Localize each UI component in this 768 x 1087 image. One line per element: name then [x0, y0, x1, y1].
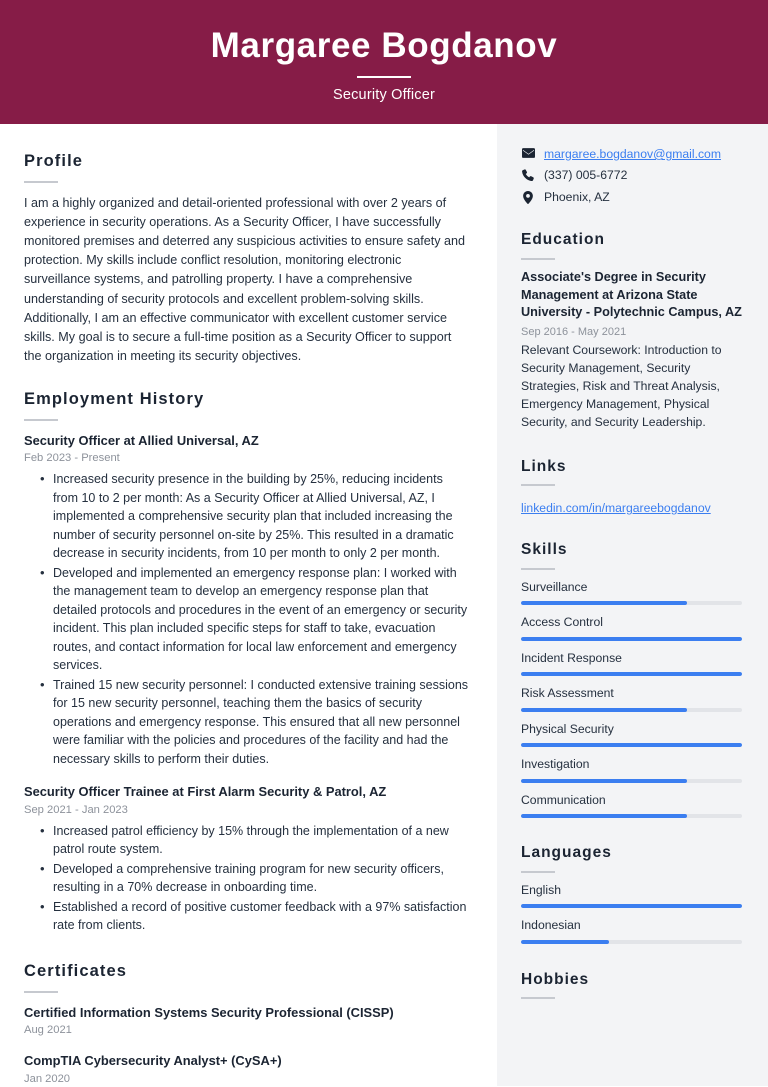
skill-item	[521, 756, 742, 782]
skill-bar-fill	[521, 708, 687, 712]
skill-label: Physical Security	[521, 721, 614, 736]
section-languages	[521, 844, 742, 944]
language-label: Indonesian	[521, 918, 581, 933]
certificate-date: Aug 2021	[24, 1024, 72, 1037]
profile-text: I am a highly organized and detail-oriented professional with over 2 years of experience in security operations. As a Security Officer, I have successfully monitored premises and deterred any suspicious activities to ensure safety and protection. My skills include conflict resolution, monitoring electronic surveillance systems, and patrolling property. I have a comprehensive understanding of security protocols and excellent problem-solving skills. Additionally, I am an effective communicator with excellent customer service skills. My goal is to secure a full-time position as a Security Officer to support the organization in meeting its security objectives.	[24, 195, 466, 363]
section-title-employment: Employment History	[24, 390, 205, 409]
employment-entry	[24, 783, 471, 935]
skill-bar-track	[521, 814, 742, 818]
skill-label: Access Control	[521, 615, 603, 630]
contact-row-phone	[521, 167, 742, 183]
skill-item	[521, 614, 742, 640]
language-bar-track	[521, 940, 742, 944]
resume-header	[0, 0, 768, 124]
certificate-entry	[24, 1004, 471, 1039]
certificate-date: Jan 2020	[24, 1072, 71, 1085]
contact-phone-value: (337) 005-6772	[544, 168, 628, 183]
skill-bar-track	[521, 637, 742, 641]
skill-label: Incident Response	[521, 650, 622, 665]
skill-bar-fill	[521, 672, 742, 676]
contact-email-value[interactable]: margaree.bogdanov@gmail.com	[544, 147, 721, 161]
job-date: Sep 2021 - Jan 2023	[24, 803, 128, 816]
skill-bar-track	[521, 672, 742, 676]
skill-bar-track	[521, 743, 742, 747]
skill-item	[521, 650, 742, 676]
section-rule	[24, 181, 58, 183]
section-title-links: Links	[521, 457, 567, 475]
language-bar-track	[521, 904, 742, 908]
bullet-item: • Increased patrol efficiency by 15% through the implementation of a new patrol route system.	[53, 822, 471, 859]
skill-item	[521, 721, 742, 747]
section-rule	[521, 258, 555, 260]
language-bar-fill	[521, 904, 742, 908]
skill-bar-fill	[521, 779, 687, 783]
education-description: Relevant Coursework: Introduction to Security Management, Security Strategies, Risk and Threat Analysis, Emergency Management, Physical Security, and Security Leadership.	[521, 342, 722, 429]
section-title-hobbies: Hobbies	[521, 970, 590, 988]
section-links	[521, 458, 742, 518]
phone-icon	[521, 167, 535, 181]
skill-bar-track	[521, 779, 742, 783]
resume-body	[0, 124, 768, 1086]
location-pin-icon	[521, 189, 535, 204]
skill-item	[521, 792, 742, 818]
page-title: Margaree Bogdanov	[210, 26, 558, 66]
education-title: Associate's Degree in Security Management at Arizona State University - Polytechnic Campus, AZ	[521, 270, 742, 320]
job-bullets	[24, 822, 471, 935]
contact-location-value: Phoenix, AZ	[544, 189, 610, 204]
bullet-item: • Established a record of positive customer feedback with a 97% satisfaction rate from clients.	[53, 898, 471, 935]
certificate-title: CompTIA Cybersecurity Analyst+ (CySA+)	[24, 1053, 282, 1069]
section-rule	[521, 484, 555, 486]
skill-bar-track	[521, 601, 742, 605]
sidebar-column	[497, 124, 768, 1086]
language-item	[521, 917, 742, 943]
section-certificates	[24, 962, 471, 1087]
skill-label: Communication	[521, 792, 606, 807]
language-item	[521, 882, 742, 908]
skill-bar-track	[521, 708, 742, 712]
skill-bar-fill	[521, 637, 742, 641]
header-subtitle: Security Officer	[332, 86, 436, 103]
job-title: Security Officer Trainee at First Alarm Security & Patrol, AZ	[24, 784, 387, 800]
language-bar-fill	[521, 940, 609, 944]
certificate-entry	[24, 1052, 471, 1087]
contact-row-email[interactable]	[521, 146, 742, 162]
section-title-skills: Skills	[521, 541, 568, 559]
section-title-education: Education	[521, 231, 605, 249]
main-column	[0, 124, 497, 1086]
contact-block	[521, 146, 742, 205]
education-date: Sep 2016 - May 2021	[521, 325, 627, 338]
language-label: English	[521, 882, 561, 897]
section-rule	[521, 871, 555, 873]
section-rule	[24, 991, 58, 993]
skill-label: Risk Assessment	[521, 686, 614, 701]
employment-entry	[24, 432, 471, 769]
skill-label: Investigation	[521, 757, 590, 772]
section-title-profile: Profile	[24, 152, 84, 170]
job-bullets	[24, 470, 471, 768]
skill-bar-fill	[521, 814, 687, 818]
envelope-icon	[521, 146, 535, 158]
bullet-item: • Increased security presence in the building by 25%, reducing incidents from 10 to 2 per month: As a Security Officer at Allied Universal, AZ, I implemented a comprehensive security plan that included increasing the number of security personnel on-site by 25%. This resulted in a dramatic decrease in security incidents, from 10 per month to only 2 per month.	[53, 470, 471, 563]
section-skills	[521, 541, 742, 818]
job-title: Security Officer at Allied Universal, AZ	[24, 432, 259, 448]
bullet-item: • Developed and implemented an emergency response plan: I worked with the management team to develop an emergency response plan that detailed protocols and procedures in the event of an emergency or security incident. This plan included specific steps for staff to take, evacuation routes, and contact information for local law enforcement and emergency services.	[53, 564, 471, 675]
certificate-title: Certified Information Systems Security Professional (CISSP)	[24, 1004, 394, 1020]
bullet-item: • Trained 15 new security personnel: I conducted extensive training sessions for 15 new security personnel, teaching them the basics of security operations and emergency response. This ensured that all new personnel were familiar with the policies and procedures of the facility and had the necessary skills to perform their duties.	[53, 676, 471, 769]
education-entry	[521, 269, 742, 432]
bullet-item: • Developed a comprehensive training program for new security officers, resulting in a 70% decrease in onboarding time.	[53, 860, 471, 897]
section-title-languages: Languages	[521, 844, 612, 862]
section-rule	[24, 419, 58, 421]
contact-row-location	[521, 189, 742, 205]
section-employment-history	[24, 390, 471, 935]
skill-item	[521, 685, 742, 711]
skill-item	[521, 579, 742, 605]
skill-label: Surveillance	[521, 579, 588, 594]
job-date: Feb 2023 - Present	[24, 452, 120, 465]
section-education	[521, 231, 742, 431]
section-title-certificates: Certificates	[24, 961, 128, 980]
section-rule	[521, 997, 555, 999]
header-divider	[357, 76, 411, 78]
section-profile	[24, 152, 471, 366]
skill-bar-fill	[521, 601, 687, 605]
link-linkedin[interactable]: linkedin.com/in/margareebogdanov	[521, 501, 711, 516]
section-rule	[521, 568, 555, 570]
skill-bar-fill	[521, 743, 742, 747]
section-hobbies	[521, 971, 742, 1000]
